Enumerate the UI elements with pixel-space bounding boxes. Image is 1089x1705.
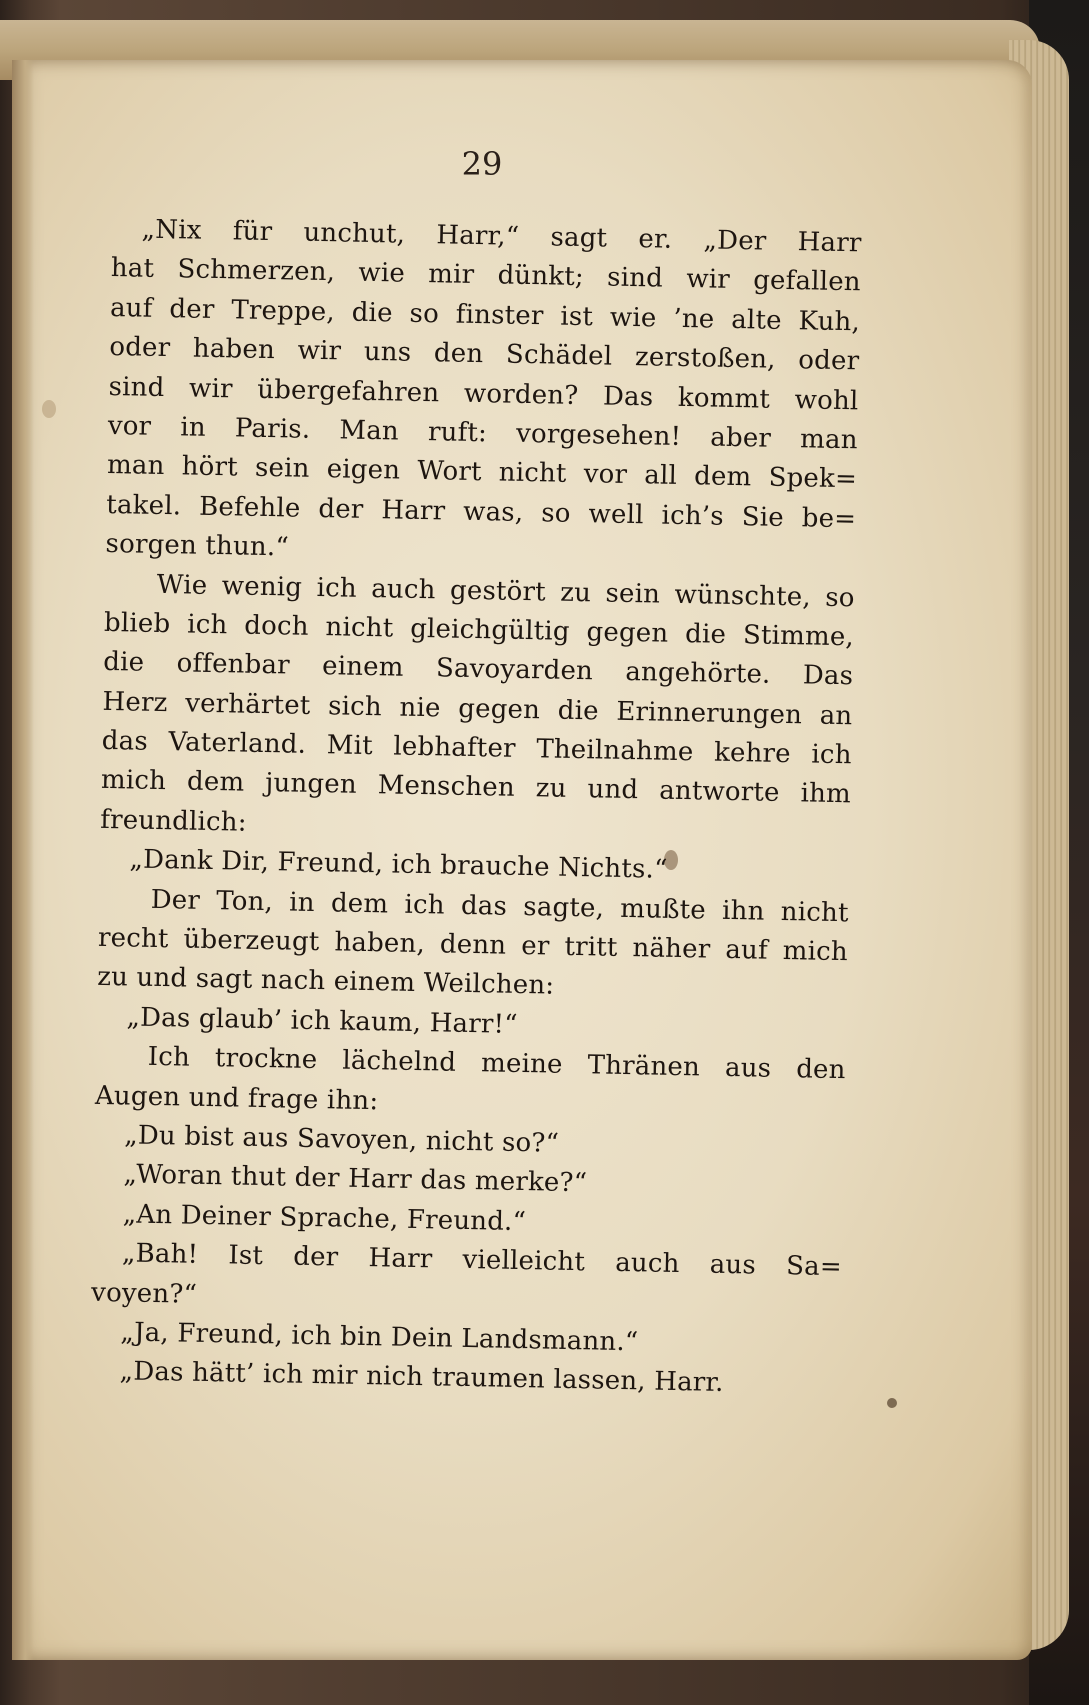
text-line: „Das glaub’ ich kaum, Harr!“ — [126, 1002, 518, 1040]
text-line: sorgen thun.“ — [105, 529, 290, 563]
paper-stain — [887, 1398, 897, 1408]
page-number: 29 — [461, 145, 503, 183]
text-line: voyen?“ — [90, 1277, 198, 1310]
text-line: Herz verhärtet sich nie gegen die Erinnerungen an — [102, 686, 853, 731]
text-line: oder haben wir uns den Schädel zerstoßen, oder — [109, 332, 860, 377]
text-line: „Bah! Ist der Harr vielleicht auch aus Sa= — [121, 1238, 843, 1283]
book-page — [12, 60, 1032, 1660]
text-line: „Nix für unchut, Harr,“ sagt er. „Der Harr — [141, 214, 862, 259]
text-line: recht überzeugt haben, denn er tritt näher auf mich — [97, 922, 849, 968]
text-line: „Das hätt’ ich mir nich traumen lassen, Harr. — [119, 1356, 724, 1399]
text-line: hat Schmerzen, wie mir dünkt; sind wir gefallen — [110, 253, 862, 298]
text-line: Augen und frage ihn: — [94, 1080, 379, 1116]
text-line: „An Deiner Sprache, Freund.“ — [122, 1199, 527, 1237]
paper-stain — [42, 400, 56, 418]
text-line: „Du bist aus Savoyen, nicht so?“ — [123, 1120, 560, 1159]
text-line: Wie wenig ich auch gestört zu sein wünschte, so — [156, 569, 855, 613]
text-line: blieb ich doch nicht gleichgültig gegen die Stimme, — [103, 607, 855, 653]
page-gutter — [12, 60, 34, 1660]
text-line: „Woran thut der Harr das merke?“ — [123, 1159, 588, 1199]
text-line: Ich trockne lächelnd meine Thränen aus den — [147, 1042, 846, 1086]
text-line: mich dem jungen Menschen zu und antworte ihm — [100, 765, 852, 810]
text-line: sind wir übergefahren worden? Das kommt wohl — [108, 371, 859, 416]
text-line: das Vaterland. Mit lebhafter Theilnahme kehre ich — [101, 725, 852, 771]
text-line: Der Ton, in dem ich das sagte, mußte ihn nicht — [150, 884, 849, 928]
text-line: freundlich: — [100, 804, 248, 838]
text-line: vor in Paris. Man ruft: vorgesehen! aber man — [107, 410, 859, 456]
text-line: auf der Treppe, die so finster ist wie ’ne alte Kuh, — [109, 292, 861, 338]
text-line: „Dank Dir, Freund, ich brauche Nichts.“ — [129, 844, 668, 886]
text-line: die offenbar einem Savoyarden angehörte. Das — [103, 647, 854, 692]
text-line: takel. Befehle der Harr was, so well ich’s Sie be= — [106, 489, 857, 535]
body-text — [89, 210, 862, 1406]
text-line: „Ja, Freund, ich bin Dein Landsmann.“ — [120, 1317, 639, 1358]
text-line: zu und sagt nach einem Weilchen: — [96, 962, 555, 1002]
text-line: man hört sein eigen Wort nicht vor all dem Spek= — [106, 450, 858, 495]
